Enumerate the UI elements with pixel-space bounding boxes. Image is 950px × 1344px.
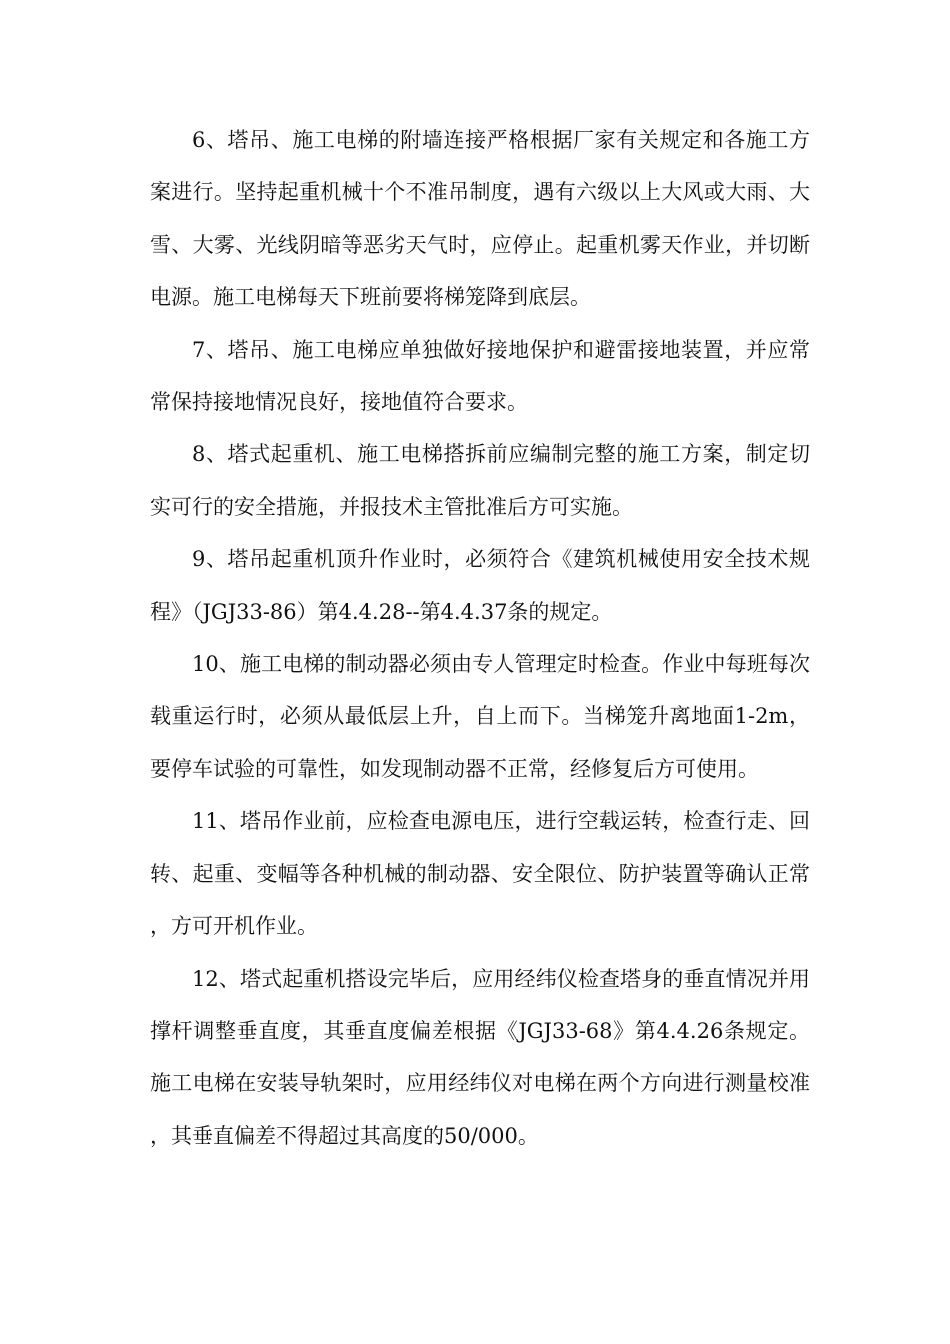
document-body (150, 114, 810, 1162)
paragraph-12: 12、塔式起重机搭设完毕后，应用经纬仪检查塔身的垂直情况并用撑杆调整垂直度，其垂直度偏差根据《JGJ33-68》第4.4.26条规定。施工电梯在安装导轨架时，应用经纬仪对电梯在两个方向进行测量校准，其垂直偏差不得超过其高度的50/000。 (150, 966, 810, 1148)
paragraph-7: 7、塔吊、施工电梯应单独做好接地保护和避雷接地装置，并应常常保持接地情况良好，接地值符合要求。 (150, 337, 810, 415)
paragraph-10: 10、施工电梯的制动器必须由专人管理定时检查。作业中每班每次载重运行时，必须从最低层上升，自上而下。当梯笼升离地面1-2m，要停车试验的可靠性，如发现制动器不正常，经修复后方可使用。 (150, 652, 810, 781)
paragraph-11: 11、塔吊作业前，应检查电源电压，进行空载运转，检查行走、回转、起重、变幅等各种机械的制动器、安全限位、防护装置等确认正常，方可开机作业。 (150, 809, 810, 939)
paragraph-6: 6、塔吊、施工电梯的附墙连接严格根据厂家有关规定和各施工方案进行。坚持起重机械十个不准吊制度，遇有六级以上大风或大雨、大雪、大雾、光线阴暗等恶劣天气时，应停止。起重机雾天作业，并切断电源。施工电梯每天下班前要将梯笼降到底层。 (150, 128, 810, 310)
paragraph-9: 9、塔吊起重机顶升作业时，必须符合《建筑机械使用安全技术规程》（JGJ33-86）第4.4.28--第4.4.37条的规定。 (150, 547, 810, 624)
paragraph-8: 8、塔式起重机、施工电梯搭拆前应编制完整的施工方案，制定切实可行的安全措施，并报技术主管批准后方可实施。 (150, 442, 810, 519)
